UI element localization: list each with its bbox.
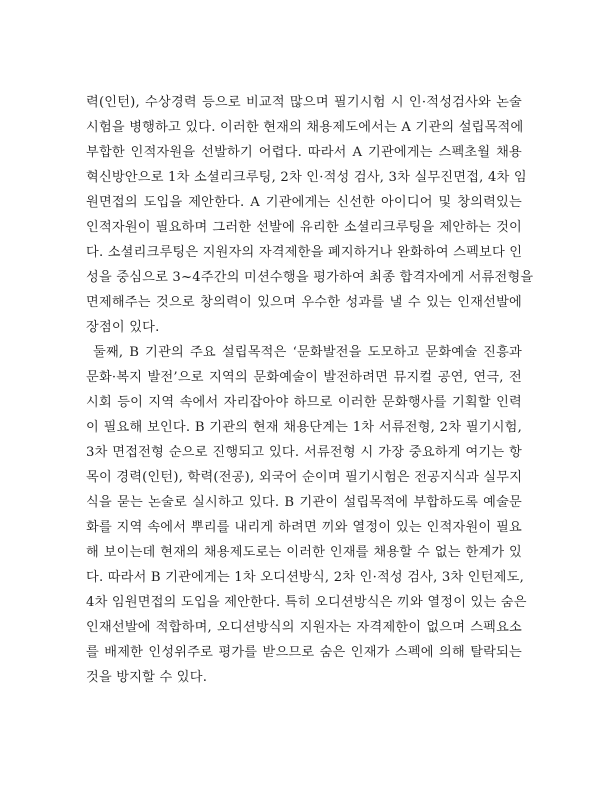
body-text [86, 90, 534, 690]
paragraph-2 [86, 340, 527, 690]
text-line: 3차 면접전형 순으로 진행되고 있다. 서류전형 시 가장 중요하게 여기는 항 [86, 445, 522, 460]
text-line: 4차 임원면접의 도입을 제안한다. 특히 오디션방식은 끼와 열정이 있는 숨은 [86, 595, 527, 610]
text-line: 를 배제한 인성위주로 평가를 받으므로 숨은 인재가 스펙에 의해 탈락되는 [86, 645, 522, 660]
text-line: 것을 방지할 수 있다. [86, 670, 208, 685]
text-line: 원면접의 도입을 제안한다. A 기관에게는 신선한 아이디어 및 창의력있는 [86, 195, 522, 210]
text-line: 장점이 있다. [86, 320, 160, 335]
text-line: 혁신방안으로 1차 소셜리크루팅, 2차 인·적성 검사, 3차 실무진면접, 4차 임 [86, 170, 527, 185]
text-line: 다. 소셜리크루팅은 지원자의 자격제한을 폐지하거나 완화하여 스펙보다 인 [86, 245, 523, 260]
text-line: 부합한 인적자원을 선발하기 어렵다. 따라서 A 기관에게는 스펙초월 채용 [86, 145, 522, 160]
text-line: 면제해주는 것으로 창의력이 있으며 우수한 성과를 낼 수 있는 인재선발에 [86, 295, 522, 310]
text-line: 시회 등이 지역 속에서 자리잡아야 하므로 이러한 문화행사를 기획할 인력 [86, 395, 522, 410]
paragraph-1 [86, 90, 534, 340]
text-line: 이 필요해 보인다. B 기관의 현재 채용단계는 1차 서류전형, 2차 필기시험, [86, 420, 522, 435]
text-line: 화를 지역 속에서 뿌리를 내리게 하려면 끼와 열정이 있는 인적자원이 필요 [86, 520, 522, 535]
text-line: 문화·복지 발전’으로 지역의 문화예술이 발전하려면 뮤지컬 공연, 연극, 전 [86, 370, 522, 385]
text-line: 목이 경력(인턴), 학력(전공), 외국어 순이며 필기시험은 전공지식과 실무지 [86, 470, 523, 485]
text-line: 력(인턴), 수상경력 등으로 비교적 많으며 필기시험 시 인·적성검사와 논술 [86, 95, 522, 110]
text-line: 해 보이는데 현재의 채용제도로는 이러한 인재를 채용할 수 없는 한계가 있 [86, 545, 522, 560]
text-line: 둘째, B 기관의 주요 설립목적은 ‘문화발전을 도모하고 문화예술 진흥과 [93, 345, 522, 360]
text-line: 성을 중심으로 3~4주간의 미션수행을 평가하여 최종 합격자에게 서류전형을 [86, 270, 534, 285]
text-line: 인적자원이 필요하며 그러한 선발에 유리한 소셜리크루팅을 제안하는 것이 [86, 220, 522, 235]
text-line: 시험을 병행하고 있다. 이러한 현재의 채용제도에서는 A 기관의 설립목적에 [86, 120, 524, 135]
text-line: 인재선발에 적합하며, 오디션방식의 지원자는 자격제한이 없으며 스펙요소 [86, 620, 522, 635]
text-line: 다. 따라서 B 기관에게는 1차 오디션방식, 2차 인·적성 검사, 3차 인턴제도, [86, 570, 524, 585]
text-line: 식을 묻는 논술로 실시하고 있다. B 기관이 설립목적에 부합하도록 예술문 [86, 495, 522, 510]
